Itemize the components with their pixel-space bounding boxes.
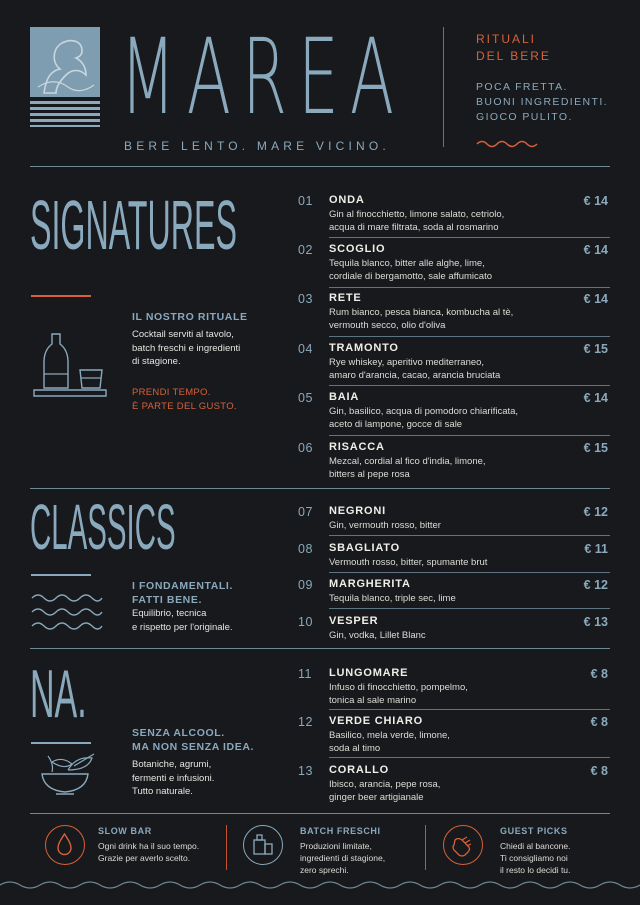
- classics-side-head: [132, 579, 233, 607]
- hand-icon: [443, 825, 483, 865]
- item-rule: [329, 535, 610, 536]
- section-title-classics: CLASSICS: [30, 491, 176, 563]
- item-price: € 8: [590, 667, 608, 681]
- logo-mark: [30, 27, 100, 127]
- footer-divider: [425, 825, 426, 870]
- desc-line: amaro d'arancia, cacao, arancia bruciata: [329, 370, 501, 381]
- footer-line: Chiedi al bancone.: [500, 841, 571, 851]
- item-number: 12: [298, 715, 313, 729]
- section-rule: [30, 648, 610, 649]
- side-body-line: Botaniche, agrumi,: [132, 759, 212, 770]
- rituals-line-1: RITUALI: [476, 32, 537, 46]
- rituals-line-2: DEL BERE: [476, 49, 551, 63]
- side-head-line: I FONDAMENTALI.: [132, 580, 233, 592]
- footer-body: [300, 840, 385, 876]
- section-underline: [31, 574, 91, 576]
- footer-rule: [30, 813, 610, 814]
- rituals-heading: [476, 31, 551, 65]
- item-name: CORALLO: [329, 764, 389, 776]
- side-body-line: Tutto naturale.: [132, 786, 193, 797]
- item-price: € 15: [583, 441, 608, 455]
- item-price: € 8: [590, 764, 608, 778]
- side-head-line: FATTI BENE.: [132, 594, 202, 606]
- footer-head-batch: BATCH FRESCHI: [300, 826, 381, 836]
- item-description: [329, 592, 569, 605]
- item-name: TRAMONTO: [329, 342, 399, 354]
- desc-line: Rum bianco, pesca bianca, kombucha al tè,: [329, 307, 514, 318]
- desc-line: Gin, vodka, Lillet Blanc: [329, 630, 426, 641]
- item-name: SCOGLIO: [329, 243, 386, 255]
- item-number: 11: [298, 667, 312, 681]
- desc-line: Gin, basilico, acqua di pomodoro chiarificata,: [329, 406, 519, 417]
- item-number: 02: [298, 243, 313, 257]
- item-number: 07: [298, 505, 313, 519]
- item-description: [329, 405, 569, 431]
- item-number: 10: [298, 615, 313, 629]
- footer-head-guest-picks: GUEST PICKS: [500, 826, 568, 836]
- classics-side-body: [132, 607, 233, 634]
- footer-line: Ti consigliamo noi: [500, 853, 568, 863]
- item-name: NEGRONI: [329, 505, 386, 517]
- side-body-line: Equilibrio, tecnica: [132, 608, 207, 619]
- desc-line: Infuso di finocchietto, pompelmo,: [329, 682, 468, 693]
- item-price: € 12: [583, 505, 608, 519]
- item-rule: [329, 709, 610, 710]
- signatures-side-head: IL NOSTRO RITUALE: [132, 311, 248, 323]
- side-note-line: PRENDI TEMPO.: [132, 387, 211, 398]
- section-underline: [31, 295, 91, 297]
- section-title-na: NA.: [30, 656, 87, 732]
- item-rule: [329, 287, 610, 288]
- footer-head-slow-bar: SLOW BAR: [98, 826, 152, 836]
- item-rule: [329, 572, 610, 573]
- batch-bottle-icon: [243, 825, 283, 865]
- desc-line: vermouth secco, olio d'oliva: [329, 320, 446, 331]
- header-divider: [443, 27, 444, 147]
- footer-divider: [226, 825, 227, 870]
- footer-body: [500, 840, 570, 876]
- header-rule: [30, 166, 610, 167]
- item-rule: [329, 385, 610, 386]
- desc-line: Mezcal, cordial al fico d'india, limone,: [329, 456, 486, 467]
- drop-icon: [45, 825, 85, 865]
- footer-wave-icon: [0, 878, 640, 897]
- side-note-line: È PARTE DEL GUSTO.: [132, 400, 237, 412]
- desc-line: Gin al finocchietto, limone salato, cetriolo,: [329, 209, 505, 220]
- desc-line: Vermouth rosso, bitter, spumante brut: [329, 557, 488, 568]
- section-title-signatures: SIGNATURES: [30, 186, 237, 264]
- motto: [476, 80, 608, 125]
- side-head-line: MA NON SENZA IDEA.: [132, 741, 255, 753]
- motto-line-2: BUONI INGREDIENTI.: [476, 96, 608, 108]
- side-body-line: di stagione.: [132, 356, 181, 367]
- herb-bowl-icon: [34, 752, 100, 803]
- signatures-side-body: [132, 328, 240, 369]
- item-name: ONDA: [329, 194, 365, 206]
- tagline: BERE LENTO. MARE VICINO.: [124, 139, 390, 153]
- item-description: [329, 208, 569, 234]
- side-body-line: batch freschi e ingredienti: [132, 342, 241, 354]
- desc-line: bitters al pepe rosa: [329, 469, 410, 480]
- item-number: 13: [298, 764, 313, 778]
- item-price: € 14: [583, 243, 608, 257]
- item-rule: [329, 757, 610, 758]
- item-description: [329, 257, 569, 283]
- carafe-glass-icon: [32, 332, 108, 403]
- item-price: € 8: [590, 715, 608, 729]
- item-rule: [329, 608, 610, 609]
- item-number: 09: [298, 578, 313, 592]
- item-number: 08: [298, 542, 313, 556]
- item-rule: [329, 336, 610, 337]
- desc-line: Basilico, mela verde, limone,: [329, 730, 450, 741]
- item-description: [329, 629, 569, 642]
- footer-body: [98, 840, 199, 864]
- desc-line: soda al timo: [329, 743, 381, 754]
- footer-line: Grazie per averlo scelto.: [98, 853, 191, 863]
- desc-line: Tequila blanco, triple sec, lime: [329, 593, 456, 604]
- desc-line: Gin, vermouth rosso, bitter: [329, 520, 441, 531]
- motto-line-3: GIOCO PULITO.: [476, 111, 573, 123]
- item-description: [329, 519, 569, 532]
- desc-line: tonica al sale marino: [329, 695, 417, 706]
- footer-line: ingredienti di stagione,: [300, 853, 386, 863]
- item-description: [329, 681, 569, 707]
- item-number: 04: [298, 342, 313, 356]
- motto-line-1: POCA FRETTA.: [476, 81, 568, 93]
- desc-line: Rye whiskey, aperitivo mediterraneo,: [329, 357, 485, 368]
- item-price: € 12: [583, 578, 608, 592]
- item-description: [329, 729, 569, 755]
- item-price: € 14: [583, 292, 608, 306]
- footer-line: il resto lo decidi tu.: [500, 865, 571, 875]
- item-name: VESPER: [329, 615, 379, 627]
- item-rule: [329, 237, 610, 238]
- item-number: 05: [298, 391, 313, 405]
- desc-line: acqua di mare filtrata, soda al rosmarino: [329, 222, 499, 233]
- item-name: RISACCA: [329, 441, 385, 453]
- item-description: [329, 556, 569, 569]
- footer-line: Ogni drink ha il suo tempo.: [98, 841, 200, 851]
- desc-line: ginger beer artigianale: [329, 792, 424, 803]
- item-name: BAIA: [329, 391, 360, 403]
- item-name: MARGHERITA: [329, 578, 411, 590]
- brand-name: MAREA: [120, 16, 406, 138]
- item-name: SBAGLIATO: [329, 542, 400, 554]
- item-price: € 13: [583, 615, 608, 629]
- item-name: VERDE CHIARO: [329, 715, 423, 727]
- desc-line: Tequila blanco, bitter alle alghe, lime,: [329, 258, 485, 269]
- item-price: € 14: [583, 194, 608, 208]
- item-number: 06: [298, 441, 313, 455]
- side-body-line: e rispetto per l'originale.: [132, 621, 233, 633]
- waves-icon: [31, 592, 103, 637]
- signatures-side-note: [132, 386, 237, 413]
- wave-icon: [476, 136, 538, 154]
- item-rule: [329, 435, 610, 436]
- desc-line: aceto di lampone, gocce di sale: [329, 419, 463, 430]
- footer-line: zero sprechi.: [300, 865, 349, 875]
- item-price: € 11: [584, 542, 608, 556]
- item-description: [329, 356, 569, 382]
- item-number: 03: [298, 292, 313, 306]
- section-underline: [31, 742, 91, 744]
- item-name: RETE: [329, 292, 362, 304]
- item-description: [329, 306, 569, 332]
- desc-line: cordiale di bergamotto, sale affumicato: [329, 271, 492, 282]
- item-price: € 15: [583, 342, 608, 356]
- item-name: LUNGOMARE: [329, 667, 409, 679]
- item-description: [329, 455, 569, 481]
- na-side-body: [132, 758, 214, 799]
- footer-line: Produzioni limitate,: [300, 841, 372, 851]
- na-side-head: [132, 726, 254, 754]
- side-body-line: Cocktail serviti al tavolo,: [132, 329, 234, 340]
- side-body-line: fermenti e infusioni.: [132, 772, 215, 784]
- section-rule: [30, 488, 610, 489]
- item-price: € 14: [583, 391, 608, 405]
- desc-line: Ibisco, arancia, pepe rosa,: [329, 779, 441, 790]
- item-description: [329, 778, 569, 804]
- side-head-line: SENZA ALCOOL.: [132, 727, 225, 739]
- item-number: 01: [298, 194, 313, 208]
